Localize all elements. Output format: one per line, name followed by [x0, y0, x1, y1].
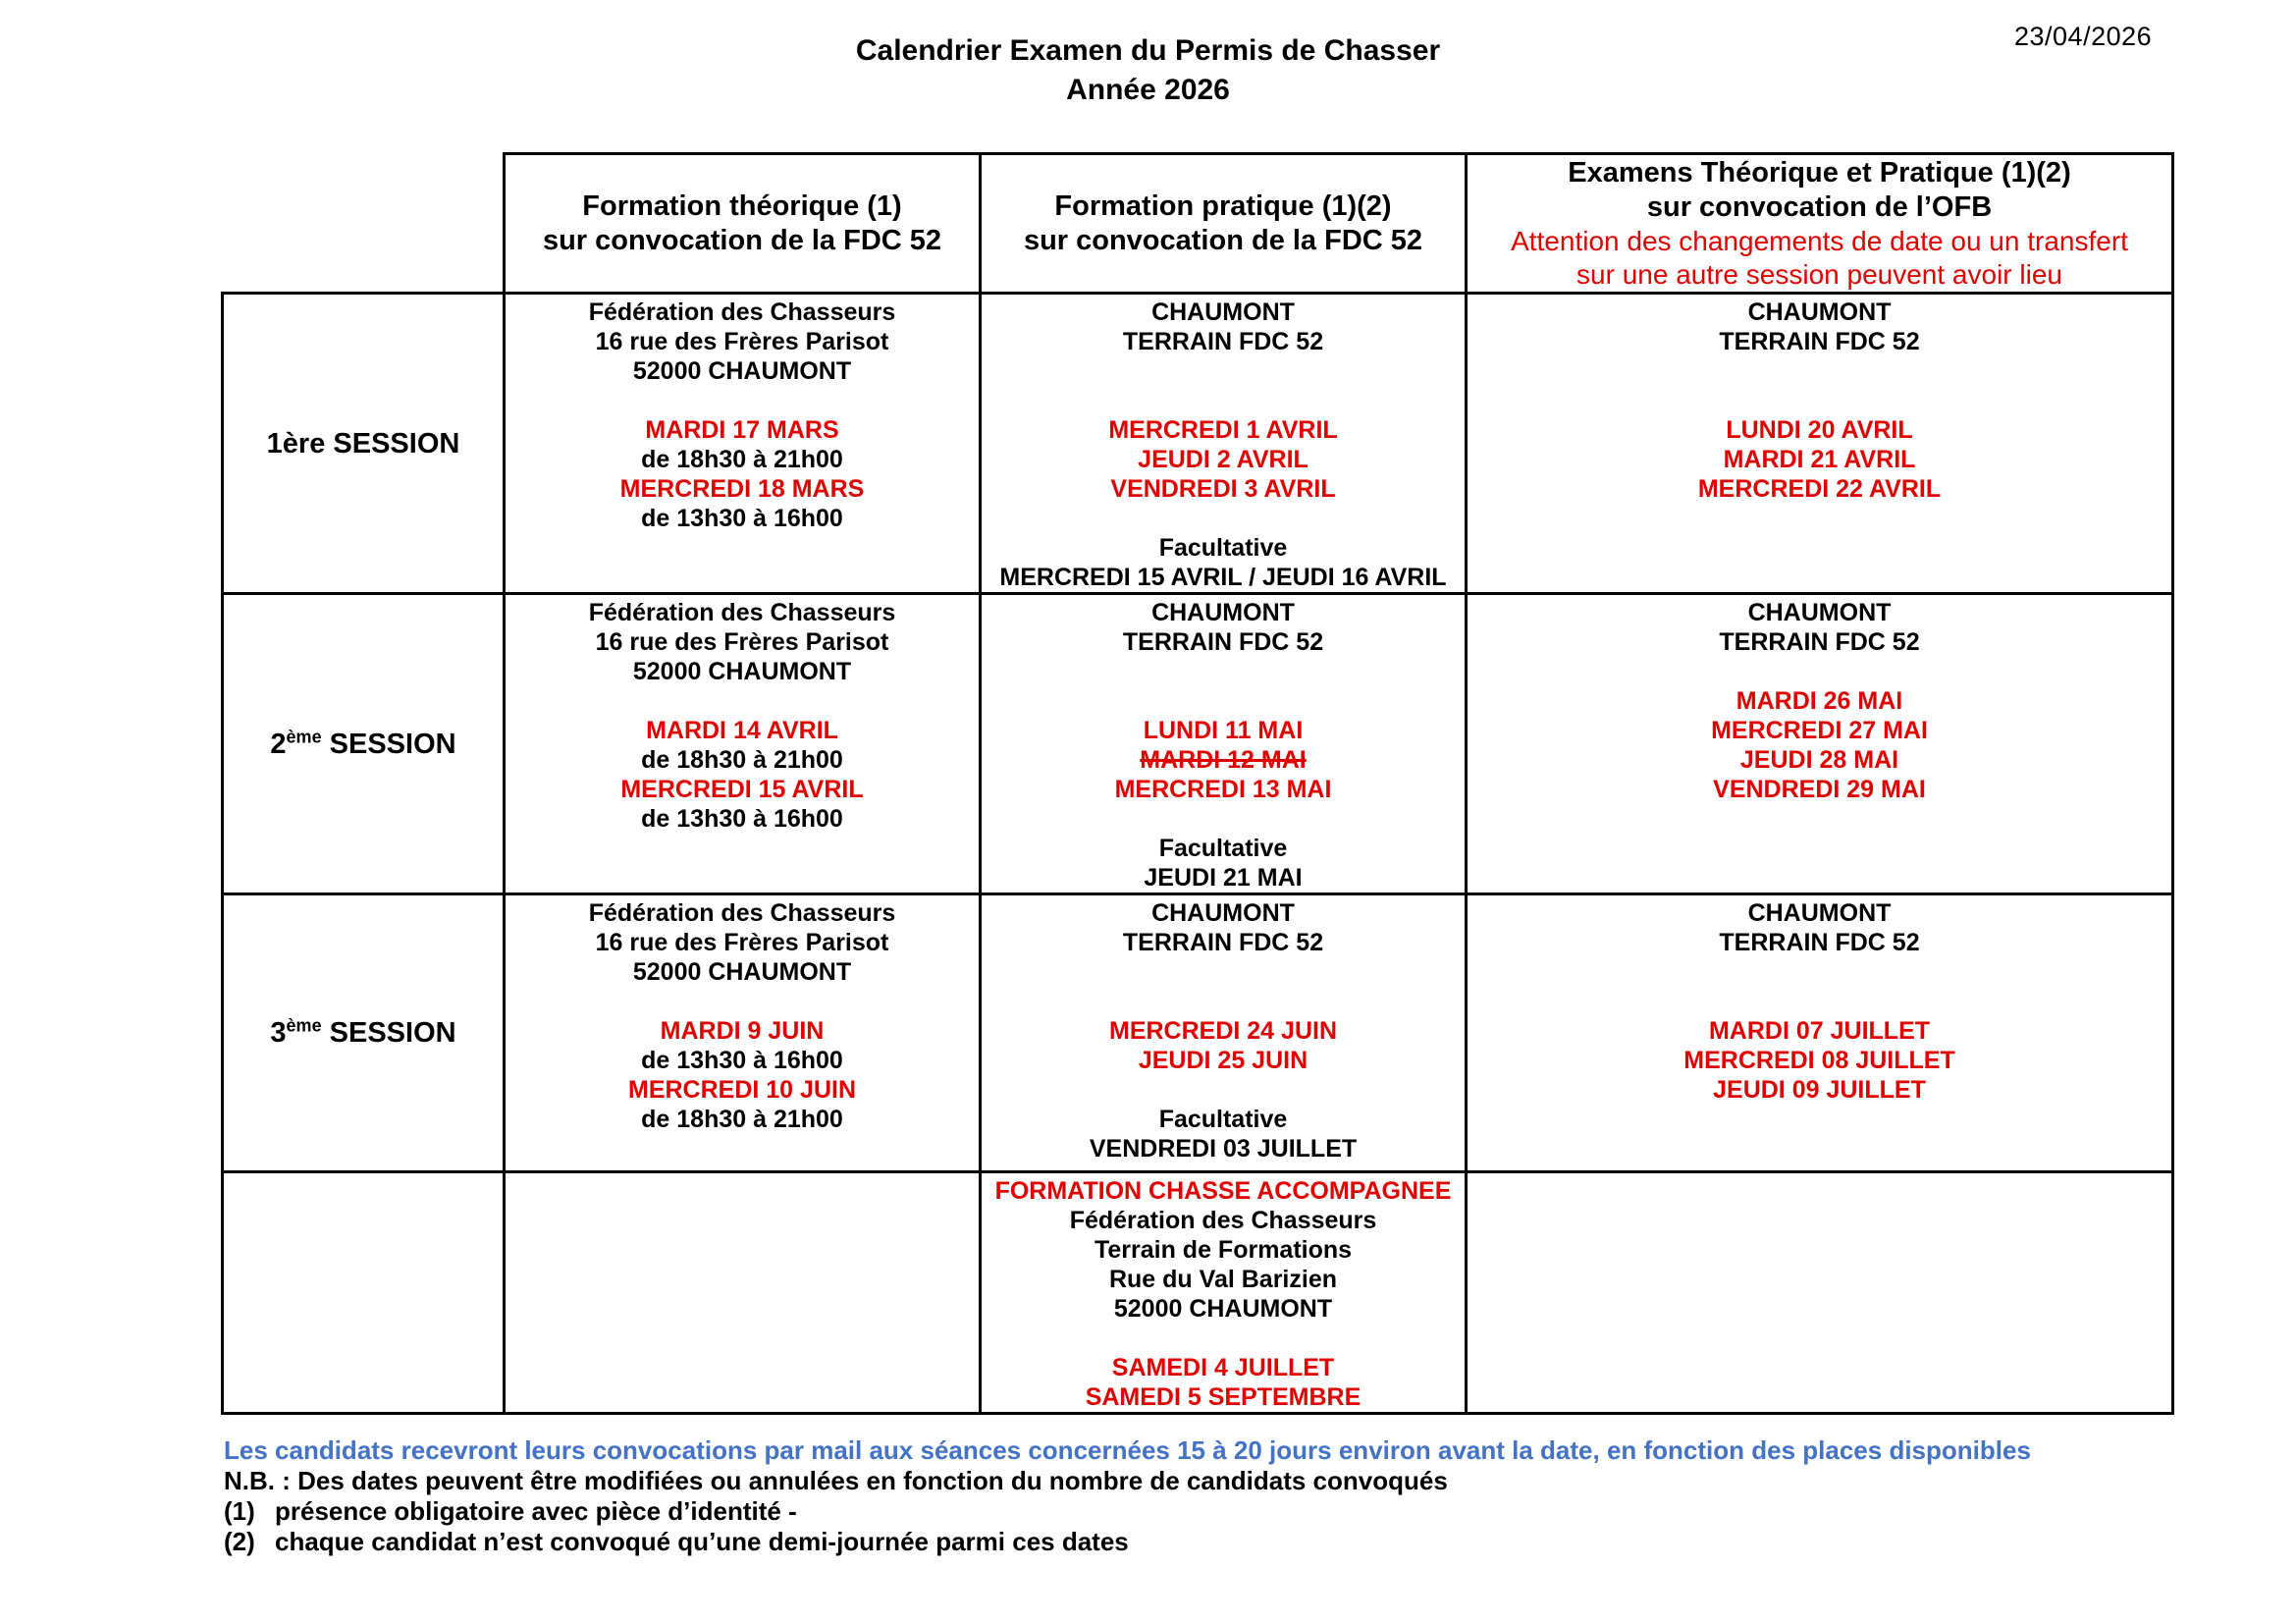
text-line: Fédération des Chasseurs — [588, 298, 896, 326]
session-3-label-cell — [223, 894, 505, 1172]
text-line: Fédération des Chasseurs — [588, 599, 896, 626]
text-line: VENDREDI 3 AVRIL — [1110, 475, 1336, 503]
note-convocations: Les candidats recevront leurs convocations par mail aux séances concernées 15 à 20 jours environ avant la date, en fonction des places disponibles — [224, 1435, 2031, 1465]
text-line: MARDI 9 JUIN — [660, 1017, 825, 1045]
header-formation-pratique — [981, 154, 1467, 294]
text-line: sur convocation de la FDC 52 — [1023, 224, 1423, 256]
text-line: MERCREDI 10 JUIN — [628, 1076, 856, 1104]
text-line: de 13h30 à 16h00 — [641, 1047, 843, 1074]
text-line — [1473, 657, 2165, 686]
text-line: TERRAIN FDC 52 — [1719, 628, 1920, 656]
text-line — [988, 1324, 1459, 1353]
note-1 — [224, 1496, 2236, 1527]
text-line: MERCREDI 18 MARS — [619, 475, 865, 503]
text-line: CHAUMONT — [1747, 899, 1892, 927]
text-line: TERRAIN FDC 52 — [1122, 628, 1324, 656]
text-line: Examens Théorique et Pratique (1)(2) — [1568, 156, 2071, 189]
page-title-block — [0, 31, 2296, 110]
session-3-theorique-cell — [505, 894, 981, 1172]
table-row-session-1 — [223, 294, 2173, 594]
text-line: 52000 CHAUMONT — [632, 658, 852, 685]
text-line: MARDI 14 AVRIL — [646, 717, 838, 744]
note-2 — [224, 1527, 2236, 1557]
text-line: MERCREDI 15 AVRIL / JEUDI 16 AVRIL — [999, 564, 1447, 591]
text-line: TERRAIN FDC 52 — [1719, 929, 1920, 956]
session-2-theorique-cell — [505, 594, 981, 894]
text-line — [988, 957, 1459, 987]
text-line: MERCREDI 13 MAI — [1114, 776, 1332, 803]
text-line — [988, 1075, 1459, 1105]
text-line: Formation théorique (1) — [582, 189, 902, 222]
text-line — [988, 686, 1459, 716]
text-line: JEUDI 28 MAI — [1739, 746, 1899, 774]
text-line: CHAUMONT — [1151, 298, 1295, 326]
session-2-label-cell — [223, 594, 505, 894]
text-line: JEUDI 25 JUIN — [1138, 1047, 1308, 1074]
text-line: MERCREDI 22 AVRIL — [1697, 475, 1942, 503]
note-nb: N.B. : Des dates peuvent être modifiées ou annulées en fonction du nombre de candidats convoqués — [224, 1466, 1448, 1495]
footnotes-block — [224, 1435, 2236, 1557]
header-formation-theorique — [505, 154, 981, 294]
text-line: Facultative — [1158, 534, 1288, 562]
row-4-examens-empty-cell — [1467, 1172, 2173, 1414]
session-1-examens-cell — [1467, 294, 2173, 594]
table-row-session-2 — [223, 594, 2173, 894]
header-session-spacer — [223, 154, 505, 294]
text-line: MERCREDI 27 MAI — [1711, 717, 1928, 744]
row-4-session-empty-cell — [223, 1172, 505, 1414]
text-line: sur convocation de la FDC 52 — [542, 224, 942, 256]
text-line: LUNDI 20 AVRIL — [1726, 416, 1913, 444]
text-line: JEUDI 09 JUILLET — [1713, 1076, 1926, 1104]
text-line: MARDI 12 MAI — [1140, 746, 1307, 774]
text-line — [1473, 957, 2165, 987]
text-line: Attention des changements de date ou un transfert — [1511, 225, 2128, 256]
text-line: VENDREDI 29 MAI — [1713, 776, 1926, 803]
text-line — [1473, 386, 2165, 415]
page-subtitle: Année 2026 — [1066, 74, 1230, 106]
text-line: MERCREDI 1 AVRIL — [1108, 416, 1338, 444]
text-line: JEUDI 2 AVRIL — [1138, 446, 1308, 473]
note-2-text: chaque candidat n’est convoqué qu’une demi-journée parmi ces dates — [275, 1527, 1129, 1556]
text-line — [511, 386, 973, 415]
header-examens-ofb — [1467, 154, 2173, 294]
text-line: TERRAIN FDC 52 — [1122, 929, 1324, 956]
text-line: sur convocation de l’OFB — [1646, 190, 1993, 223]
text-line: Facultative — [1158, 1106, 1288, 1133]
text-line: 3ème SESSION — [270, 1015, 456, 1049]
text-line: 16 rue des Frères Parisot — [595, 628, 889, 656]
text-line — [988, 504, 1459, 533]
note-2-number: (2) — [224, 1527, 255, 1556]
session-2-examens-cell — [1467, 594, 2173, 894]
note-1-number: (1) — [224, 1496, 255, 1526]
text-line — [988, 657, 1459, 686]
text-line — [511, 686, 973, 716]
text-line: VENDREDI 03 JUILLET — [1089, 1135, 1358, 1163]
text-line: 16 rue des Frères Parisot — [595, 929, 889, 956]
text-line: de 13h30 à 16h00 — [641, 505, 843, 532]
text-line: TERRAIN FDC 52 — [1122, 328, 1324, 355]
text-line: de 18h30 à 21h00 — [641, 446, 843, 473]
session-1-pratique-cell — [981, 294, 1467, 594]
text-line: MERCREDI 24 JUIN — [1109, 1017, 1337, 1045]
text-line: MERCREDI 08 JUILLET — [1683, 1047, 1955, 1074]
text-line: SAMEDI 5 SEPTEMBRE — [1085, 1383, 1362, 1411]
text-line: Terrain de Formations — [1094, 1236, 1353, 1264]
text-line: MARDI 26 MAI — [1735, 687, 1903, 715]
text-line: 2ème SESSION — [270, 726, 456, 760]
printed-date: 23/04/2026 — [2014, 22, 2153, 51]
text-line: 52000 CHAUMONT — [632, 357, 852, 385]
text-line: MARDI 07 JUILLET — [1708, 1017, 1931, 1045]
text-line: CHAUMONT — [1151, 899, 1295, 927]
text-line — [988, 356, 1459, 386]
text-line — [1473, 356, 2165, 386]
text-line: 52000 CHAUMONT — [632, 958, 852, 986]
text-line: LUNDI 11 MAI — [1143, 717, 1304, 744]
text-line: Fédération des Chasseurs — [1069, 1207, 1377, 1234]
session-1-theorique-cell — [505, 294, 981, 594]
row-4-theorique-empty-cell — [505, 1172, 981, 1414]
text-line: TERRAIN FDC 52 — [1719, 328, 1920, 355]
text-line: de 13h30 à 16h00 — [641, 805, 843, 833]
header-row — [223, 154, 2173, 294]
text-line — [1473, 987, 2165, 1016]
text-line: CHAUMONT — [1747, 599, 1892, 626]
table-row-chasse-accompagnee — [223, 1172, 2173, 1414]
text-line: de 18h30 à 21h00 — [641, 1106, 843, 1133]
text-line — [988, 987, 1459, 1016]
text-line: sur une autre session peuvent avoir lieu — [1576, 258, 2062, 290]
table-row-session-3 — [223, 894, 2173, 1172]
text-line: Formation pratique (1)(2) — [1054, 189, 1392, 222]
text-line: Fédération des Chasseurs — [588, 899, 896, 927]
text-line: 1ère SESSION — [266, 427, 460, 460]
note-1-text: présence obligatoire avec pièce d’identité - — [275, 1496, 797, 1526]
text-line: MERCREDI 15 AVRIL — [620, 776, 864, 803]
session-2-pratique-cell — [981, 594, 1467, 894]
text-line — [511, 987, 973, 1016]
row-4-chasse-accompagnee-cell — [981, 1172, 1467, 1414]
text-line: JEUDI 21 MAI — [1144, 864, 1303, 892]
session-3-pratique-cell — [981, 894, 1467, 1172]
text-line: Rue du Val Barizien — [1108, 1266, 1337, 1293]
page-title: Calendrier Examen du Permis de Chasser — [855, 34, 1441, 67]
exam-calendar-table — [221, 152, 2174, 1415]
text-line: CHAUMONT — [1747, 298, 1892, 326]
text-line: MARDI 21 AVRIL — [1723, 446, 1916, 473]
text-line: de 18h30 à 21h00 — [641, 746, 843, 774]
session-3-examens-cell — [1467, 894, 2173, 1172]
text-line: SAMEDI 4 JUILLET — [1111, 1354, 1335, 1381]
text-line: 52000 CHAUMONT — [1113, 1295, 1333, 1323]
session-1-label-cell — [223, 294, 505, 594]
text-line — [988, 804, 1459, 834]
text-line: MARDI 17 MARS — [645, 416, 839, 444]
text-line: 16 rue des Frères Parisot — [595, 328, 889, 355]
text-line: Facultative — [1158, 835, 1288, 862]
text-line: CHAUMONT — [1151, 599, 1295, 626]
text-line: FORMATION CHASSE ACCOMPAGNEE — [994, 1177, 1452, 1205]
text-line — [988, 386, 1459, 415]
